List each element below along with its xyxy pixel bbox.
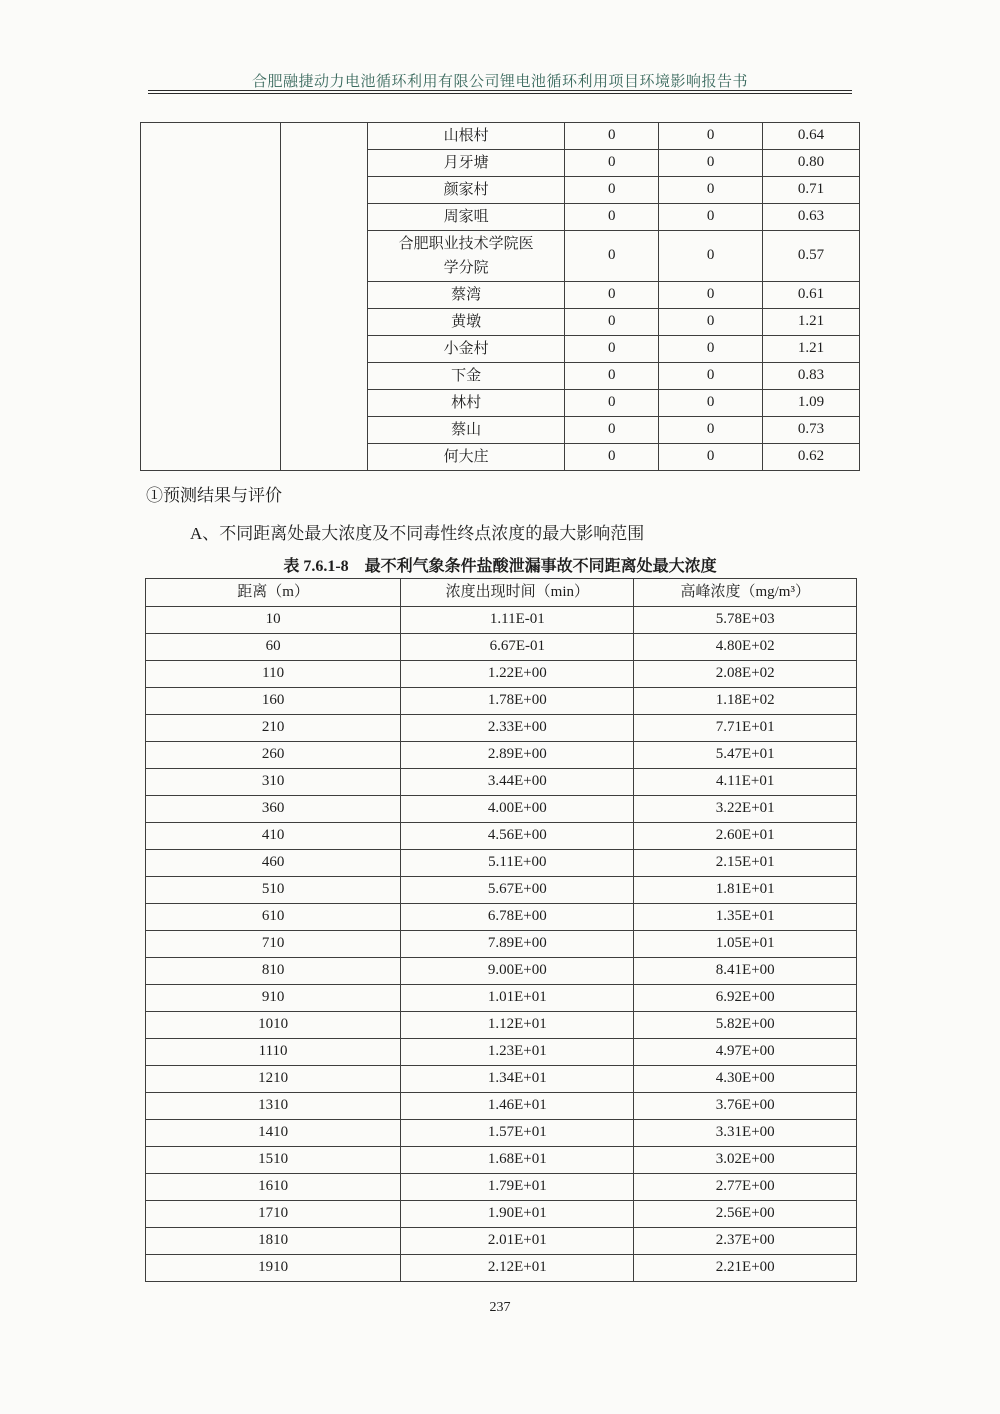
table-cell: 2.37E+00 [634, 1228, 857, 1255]
table-cell: 510 [146, 877, 401, 904]
table-cell: 0 [659, 177, 763, 204]
table-cell: 10 [146, 607, 401, 634]
table-cell: 0 [565, 390, 659, 417]
table-cell: 6.67E-01 [401, 634, 634, 661]
table-cell: 0.83 [762, 363, 859, 390]
table-cell: 0 [565, 177, 659, 204]
table-cell: 3.22E+01 [634, 796, 857, 823]
table-cell: 1.21 [762, 309, 859, 336]
table-cell: 1.81E+01 [634, 877, 857, 904]
table-row [146, 823, 857, 850]
table-cell: 160 [146, 688, 401, 715]
table-row [146, 1039, 857, 1066]
sensitive-site-name: 林村 [451, 395, 482, 411]
distance-concentration-table [145, 578, 857, 1282]
table-cell: 2.01E+01 [401, 1228, 634, 1255]
table-cell: 2.21E+00 [634, 1255, 857, 1282]
table-cell: 1.79E+01 [401, 1174, 634, 1201]
table-cell: 4.30E+00 [634, 1066, 857, 1093]
table-cell: 9.00E+00 [401, 958, 634, 985]
table-cell: 1.05E+01 [634, 931, 857, 958]
table-cell: 4.97E+00 [634, 1039, 857, 1066]
time-column-header: 浓度出现时间（min） [401, 579, 634, 607]
table-cell: 2.56E+00 [634, 1201, 857, 1228]
table-cell: 0 [659, 444, 763, 471]
table-cell: 1.35E+01 [634, 904, 857, 931]
table-cell: 0.57 [762, 231, 859, 282]
table-cell: 1.34E+01 [401, 1066, 634, 1093]
table-cell: 1.21 [762, 336, 859, 363]
peak-concentration-column-header: 高峰浓度（mg/m³） [634, 579, 857, 607]
sensitive-site-name: 合肥职业技术学院医学分院 [398, 236, 534, 276]
table-cell: 0.62 [762, 444, 859, 471]
table-row [146, 958, 857, 985]
running-header-title: 合肥融捷动力电池循环利用有限公司锂电池循环利用项目环境影响报告书 [251, 74, 748, 90]
table-cell: 5.11E+00 [401, 850, 634, 877]
table-cell: 0 [659, 390, 763, 417]
table-cell: 1.46E+01 [401, 1093, 634, 1120]
table-cell: 1.09 [762, 390, 859, 417]
sensitive-site-name: 何大庄 [443, 449, 489, 465]
table-cell: 1510 [146, 1147, 401, 1174]
table-cell: 3.02E+00 [634, 1147, 857, 1174]
table-row [146, 985, 857, 1012]
table-cell: 0 [659, 123, 763, 150]
table-cell: 0.63 [762, 204, 859, 231]
table-cell: 5.82E+00 [634, 1012, 857, 1039]
table-cell: 0 [659, 336, 763, 363]
table-cell: 4.80E+02 [634, 634, 857, 661]
table-row [146, 877, 857, 904]
table-row [146, 661, 857, 688]
table-cell: 2.08E+02 [634, 661, 857, 688]
table-cell [368, 150, 565, 177]
table-cell: 210 [146, 715, 401, 742]
table-cell: 0 [565, 282, 659, 309]
table-row [146, 904, 857, 931]
sensitive-site-name: 蔡湾 [451, 287, 482, 303]
table-cell: 260 [146, 742, 401, 769]
table-cell: 310 [146, 769, 401, 796]
table-cell: 1.78E+00 [401, 688, 634, 715]
table-cell: 610 [146, 904, 401, 931]
table-row [146, 742, 857, 769]
table-cell: 1.57E+01 [401, 1120, 634, 1147]
table-cell: 4.00E+00 [401, 796, 634, 823]
table-cell: 1.23E+01 [401, 1039, 634, 1066]
table-cell: 0 [565, 417, 659, 444]
table-cell: 0 [565, 363, 659, 390]
table-cell: 360 [146, 796, 401, 823]
continuation-table [140, 122, 860, 471]
table-cell: 0 [659, 204, 763, 231]
table-cell [368, 177, 565, 204]
table-cell: 2.77E+00 [634, 1174, 857, 1201]
table-cell: 0.61 [762, 282, 859, 309]
table-row [146, 1174, 857, 1201]
table-cell: 1310 [146, 1093, 401, 1120]
table-cell: 0.64 [762, 123, 859, 150]
table-cell: 0 [659, 231, 763, 282]
sub-heading-a: A、不同距离处最大浓度及不同毒性终点浓度的最大影响范围 [190, 524, 645, 543]
sensitive-site-name: 月牙塘 [443, 155, 489, 171]
continuation-blank-cell [281, 123, 368, 471]
table-cell [368, 309, 565, 336]
table-cell: 1110 [146, 1039, 401, 1066]
sensitive-site-name: 山根村 [443, 128, 489, 144]
table-row [146, 769, 857, 796]
table-row [146, 1147, 857, 1174]
table-cell: 2.33E+00 [401, 715, 634, 742]
table-cell: 2.12E+01 [401, 1255, 634, 1282]
table-row [146, 796, 857, 823]
table-cell [368, 231, 565, 282]
table-cell [368, 417, 565, 444]
table-cell: 0 [565, 204, 659, 231]
table-cell [368, 363, 565, 390]
table-cell: 0 [659, 150, 763, 177]
table-cell: 1410 [146, 1120, 401, 1147]
table-row [141, 123, 860, 150]
table-row [146, 931, 857, 958]
distance-table-header [146, 579, 857, 607]
table-cell: 2.89E+00 [401, 742, 634, 769]
table-cell: 0 [565, 231, 659, 282]
table-cell: 5.67E+00 [401, 877, 634, 904]
table-cell: 7.71E+01 [634, 715, 857, 742]
table-cell: 0.73 [762, 417, 859, 444]
distance-column-header: 距离（m） [146, 579, 401, 607]
table-row [146, 607, 857, 634]
table-cell: 5.47E+01 [634, 742, 857, 769]
table-cell: 1.01E+01 [401, 985, 634, 1012]
table-cell: 0 [565, 150, 659, 177]
table-cell: 4.11E+01 [634, 769, 857, 796]
table-header-row [146, 579, 857, 607]
sensitive-site-name: 黄墩 [451, 314, 482, 330]
table-cell: 1.12E+01 [401, 1012, 634, 1039]
table-cell: 1.18E+02 [634, 688, 857, 715]
table-cell: 4.56E+00 [401, 823, 634, 850]
sensitive-site-name: 周家咀 [443, 209, 489, 225]
table-cell: 0 [659, 417, 763, 444]
table-cell: 5.78E+03 [634, 607, 857, 634]
table-cell [368, 336, 565, 363]
table-cell: 6.78E+00 [401, 904, 634, 931]
table-cell [368, 123, 565, 150]
table-cell [368, 204, 565, 231]
table-cell [368, 444, 565, 471]
table-cell: 410 [146, 823, 401, 850]
table-cell: 2.15E+01 [634, 850, 857, 877]
table-cell: 0 [659, 363, 763, 390]
table-cell: 910 [146, 985, 401, 1012]
table-row [146, 1093, 857, 1120]
table-cell: 0 [565, 336, 659, 363]
table-row [146, 1066, 857, 1093]
sensitive-site-name: 蔡山 [451, 422, 482, 438]
table-cell: 0 [565, 123, 659, 150]
page-number: 237 [489, 1300, 511, 1315]
table-cell: 1610 [146, 1174, 401, 1201]
table-cell: 1710 [146, 1201, 401, 1228]
table-cell: 810 [146, 958, 401, 985]
continuation-blank-cell [141, 123, 281, 471]
table-cell: 0 [659, 309, 763, 336]
table-cell: 460 [146, 850, 401, 877]
table-cell: 0 [565, 309, 659, 336]
table-row [146, 1012, 857, 1039]
continuation-table-body [141, 123, 860, 471]
table-row [146, 1228, 857, 1255]
table-cell: 0.80 [762, 150, 859, 177]
header-rule [148, 90, 852, 94]
table-cell [368, 390, 565, 417]
table-cell: 0.71 [762, 177, 859, 204]
table-cell: 1810 [146, 1228, 401, 1255]
table-cell: 60 [146, 634, 401, 661]
table-cell: 0 [659, 282, 763, 309]
table-cell: 1210 [146, 1066, 401, 1093]
table-cell: 1.68E+01 [401, 1147, 634, 1174]
sensitive-site-name: 下金 [451, 368, 482, 384]
table-row [146, 1255, 857, 1282]
table-cell: 1.90E+01 [401, 1201, 634, 1228]
table-cell: 1010 [146, 1012, 401, 1039]
table-row [146, 850, 857, 877]
table-row [146, 634, 857, 661]
table-cell: 110 [146, 661, 401, 688]
table-cell: 0 [565, 444, 659, 471]
table-cell: 1910 [146, 1255, 401, 1282]
table-cell: 7.89E+00 [401, 931, 634, 958]
table-row [146, 1201, 857, 1228]
table-cell: 2.60E+01 [634, 823, 857, 850]
prediction-result-heading: ①预测结果与评价 [146, 486, 282, 505]
table-cell: 1.22E+00 [401, 661, 634, 688]
sensitive-site-name: 颜家村 [443, 182, 489, 198]
table-cell: 6.92E+00 [634, 985, 857, 1012]
sensitive-site-name: 小金村 [443, 341, 489, 357]
table-cell: 3.76E+00 [634, 1093, 857, 1120]
table-cell: 710 [146, 931, 401, 958]
table-row [146, 688, 857, 715]
distance-table-body [146, 607, 857, 1282]
table-cell: 1.11E-01 [401, 607, 634, 634]
table-caption-7-6-1-8: 表 7.6.1-8 最不利气象条件盐酸泄漏事故不同距离处最大浓度 [283, 558, 717, 575]
table-row [146, 715, 857, 742]
table-cell [368, 282, 565, 309]
table-cell: 3.44E+00 [401, 769, 634, 796]
table-cell: 3.31E+00 [634, 1120, 857, 1147]
table-cell: 8.41E+00 [634, 958, 857, 985]
table-row [146, 1120, 857, 1147]
